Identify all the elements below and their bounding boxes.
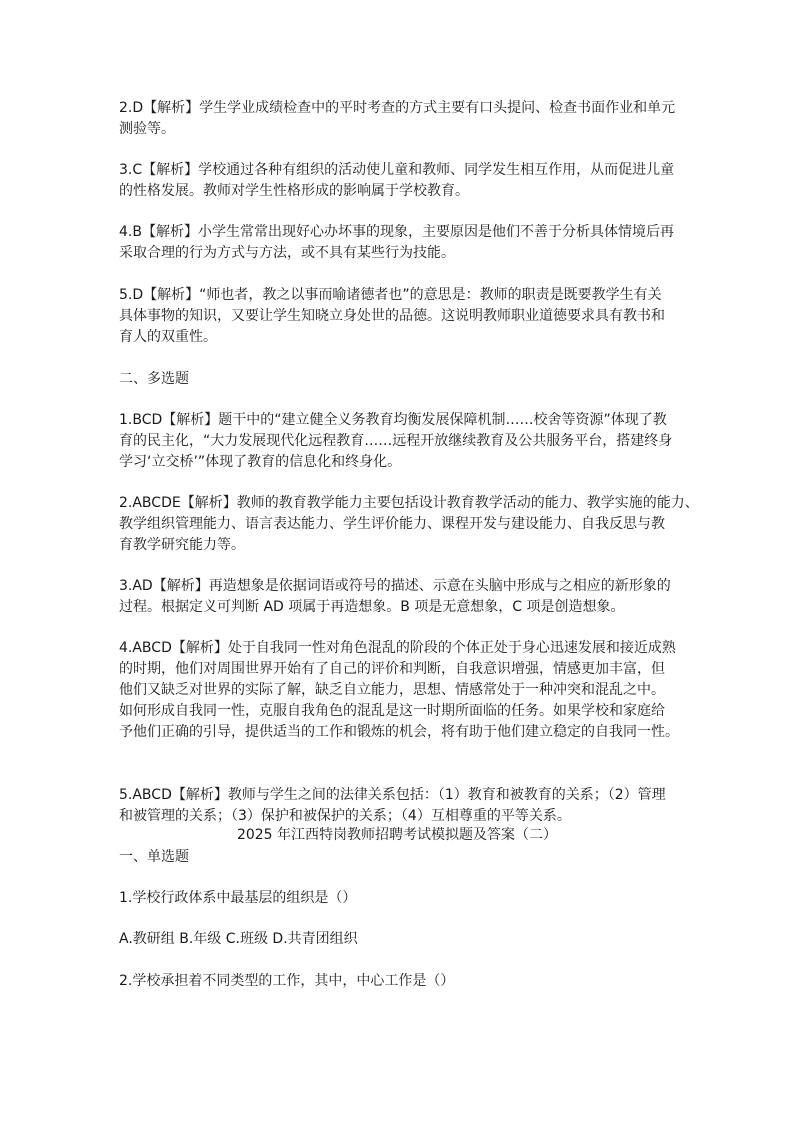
text-line: 具体事物的知识，又要让学生知晓立身处世的品德。这说明教师职业道德要求具有教书和 — [119, 308, 665, 324]
text-line: 的时期，他们对周围世界开始有了自己的评价和判断，自我意识增强，情感更加丰富，但 — [119, 661, 665, 677]
text-line: 的性格发展。教师对学生性格形成的影响属于学校教育。 — [119, 183, 469, 199]
text-line: 育人的双重性。 — [119, 329, 217, 345]
text-line: 4.ABCD【解析】处于自我同一性对角色混乱的阶段的个体正处于身心迅速发展和接近成熟 — [119, 640, 676, 656]
text-line: 过程。根据定义可判断 AD 项属于再造想象。B 项是无意想象，C 项是创造想象。 — [119, 599, 625, 615]
text-line: 采取合理的行为方式与方法，或不具有某些行为技能。 — [119, 245, 455, 261]
question-2: 2.学校承担着不同类型的工作，其中，中心工作是（） — [119, 973, 455, 989]
text-line: 育教学研究能力等。 — [119, 537, 245, 553]
text-line: 4.B【解析】小学生常常出现好心办坏事的现象，主要原因是他们不善于分析具体情境后再 — [119, 224, 674, 240]
text-line: 如何形成自我同一性，克服自我角色的混乱是这一时期所面临的任务。如果学校和家庭给 — [119, 703, 665, 719]
document-title: 2025 年江西特岗教师招聘考试模拟题及答案（二） — [236, 827, 558, 843]
text-line: 他们又缺乏对世界的实际了解，缺乏自立能力，思想、情感常处于一种冲突和混乱之中。 — [119, 682, 665, 698]
question-1-options: A.教研组 B.年级 C.班级 D.共青团组织 — [119, 931, 358, 947]
answer-multi-3 — [119, 576, 679, 618]
text-line: 学习‘立交桥’”体现了教育的信息化和终身化。 — [119, 454, 402, 470]
section-heading-single: 一、单选题 — [119, 849, 189, 865]
text-line: 3.C【解析】学校通过各种有组织的活动使儿童和教师、同学发生相互作用，从而促进儿童 — [119, 162, 675, 178]
text-line: 5.ABCD【解析】教师与学生之间的法律关系包括：（1）教育和被教育的关系；（2）管理 — [119, 787, 666, 803]
text-line: 5.D【解析】“师也者，教之以事而喻诸德者也”的意思是：教师的职责是既要教学生有关 — [119, 287, 662, 303]
answer-single-3 — [119, 160, 679, 202]
answer-single-4 — [119, 222, 679, 264]
answer-single-5 — [119, 285, 679, 348]
text-line: 1.BCD【解析】题干中的“建立健全义务教育均衡发展保障机制……校舍等资源”体现了教 — [119, 412, 667, 428]
answer-multi-4 — [119, 638, 679, 743]
text-line: 育的民主化，“大力发展现代化远程教育……远程开放继续教育及公共服务平台，搭建终身 — [119, 433, 673, 449]
text-line: 和被管理的关系；（3）保护和被保护的关系；（4）互相尊重的平等关系。 — [119, 808, 571, 824]
text-line: 教学组织管理能力、语言表达能力、学生评价能力、课程开发与建设能力、自我反思与教 — [119, 516, 665, 532]
section-heading-multi: 二、多选题 — [119, 371, 189, 387]
answer-multi-1 — [119, 410, 679, 473]
text-line: 2.D【解析】学生学业成绩检查中的平时考查的方式主要有口头提问、检查书面作业和单元 — [119, 100, 676, 116]
question-1: 1.学校行政体系中最基层的组织是（） — [119, 890, 357, 906]
answer-single-2 — [119, 98, 679, 140]
text-line: 3.AD【解析】再造想象是依据词语或符号的描述、示意在头脑中形成与之相应的新形象的 — [119, 578, 671, 594]
text-line: 2.ABCDE【解析】教师的教育教学能力主要包括设计教育教学活动的能力、教学实施的能力、 — [119, 495, 699, 511]
answer-multi-5 — [119, 785, 679, 827]
text-line: 测验等。 — [119, 121, 175, 137]
text-line: 予他们正确的引导，提供适当的工作和锻炼的机会，将有助于他们建立稳定的自我同一性。 — [119, 724, 679, 740]
answer-multi-2 — [119, 493, 699, 556]
